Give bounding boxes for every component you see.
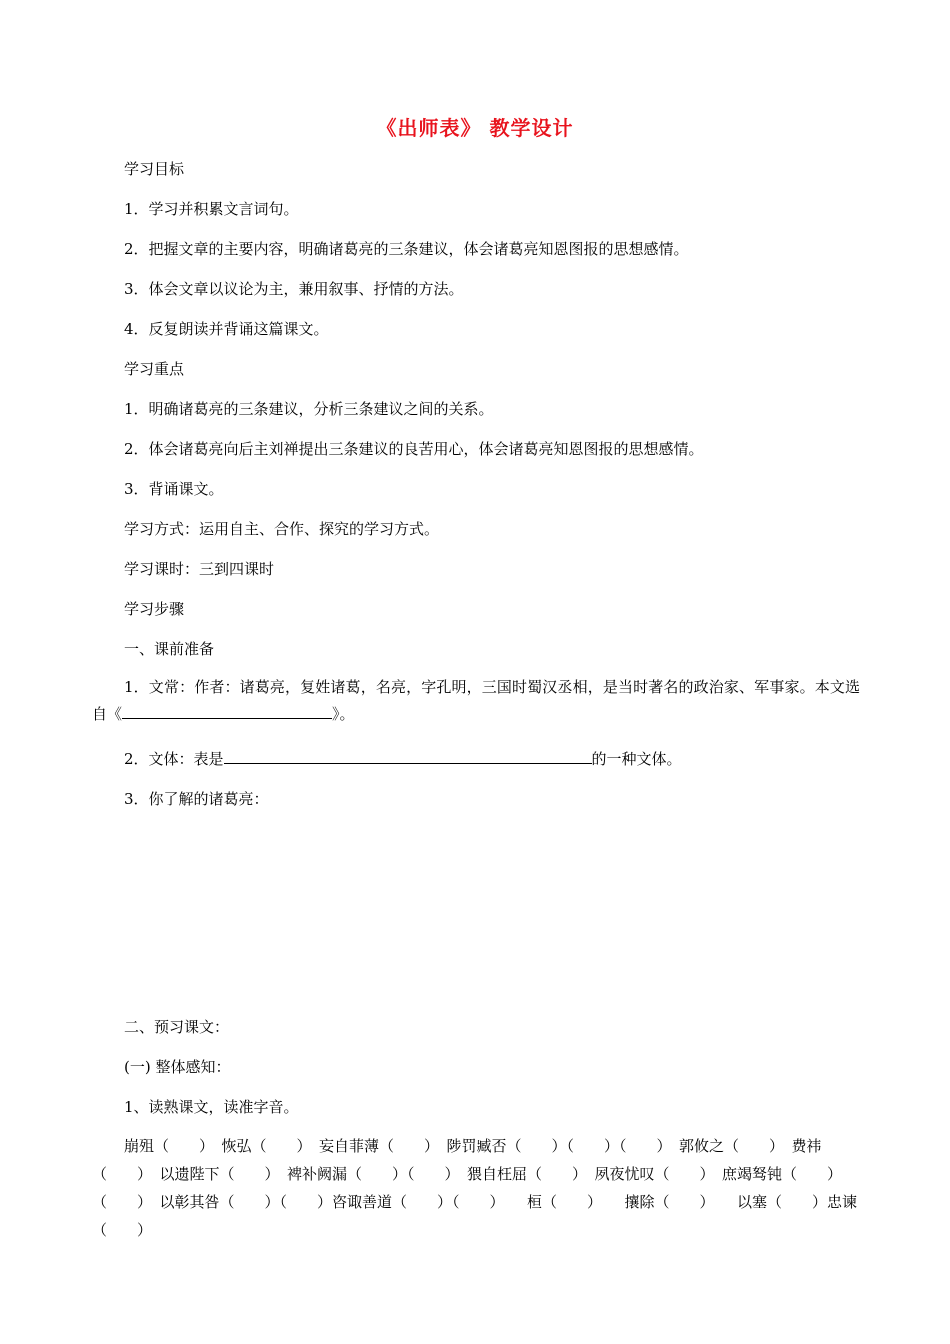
learning-method: 学习方式：运用自主、合作、探究的学习方式。 [124,520,440,538]
learning-hours: 学习课时：三到四课时 [124,560,275,578]
prep-heading: 一、课前准备 [124,640,215,658]
key-points-heading: 学习重点 [124,360,185,378]
document-title: 《出师表》 教学设计 [376,116,574,140]
objective-item-4: 4．反复朗读并背诵这篇课文。 [124,320,329,338]
objective-item-1: 1．学习并积累文言词句。 [124,200,299,218]
prep-item-1-end: 》。 [332,705,355,723]
source-fill-blank[interactable] [122,704,332,719]
preview-item-1: 1、读熟课文，读准字音。 [124,1098,299,1116]
prep-item-2-end: 的一种文体。 [591,750,682,768]
prep-item-2-start: 2．文体：表是 [124,750,224,768]
objective-item-2: 2．把握文章的主要内容，明确诸葛亮的三条建议，体会诸葛亮知恩图报的思想感情。 [124,240,689,258]
objective-item-3: 3．体会文章以议论为主，兼用叙事、抒情的方法。 [124,280,464,298]
objectives-heading: 学习目标 [124,160,185,178]
key-point-item-3: 3．背诵课文。 [124,480,224,498]
prep-item-1 [92,674,860,728]
overall-perception-heading: (一) 整体感知： [124,1058,231,1076]
pronunciation-exercise: 崩殂（ ） 恢弘（ ） 妄自菲薄（ ） 陟罚臧否（ ）（ ）（ ） 郭攸之（ ） 费祎（ ） 以遗陛下（ ） 裨补阙漏（ ）（ ） 猥自枉屈（ ） 夙夜忧叹（ ） 庶竭驽钝（ ）（ ） 以彰其咎（ ）（ ）咨诹善道（ ）（ ） 桓（ ） 攘除（ ） 以塞（ ）忠谏（ ） [92,1137,858,1239]
key-point-item-2: 2．体会诸葛亮向后主刘禅提出三条建议的良苦用心，体会诸葛亮知恩图报的思想感情。 [124,440,704,458]
steps-heading: 学习步骤 [124,600,185,618]
genre-fill-blank[interactable] [224,749,592,764]
key-point-item-1: 1．明确诸葛亮的三条建议，分析三条建议之间的关系。 [124,400,494,418]
prep-item-2 [124,748,682,769]
prep-item-3: 3．你了解的诸葛亮： [124,790,269,808]
preview-heading: 二、预习课文： [124,1018,230,1036]
prep-item-1-text: 1．文常：作者：诸葛亮，复姓诸葛，名亮，字孔明，三国时蜀汉丞相，是当时著名的政治家、军事家。本文选自《 [92,678,860,723]
